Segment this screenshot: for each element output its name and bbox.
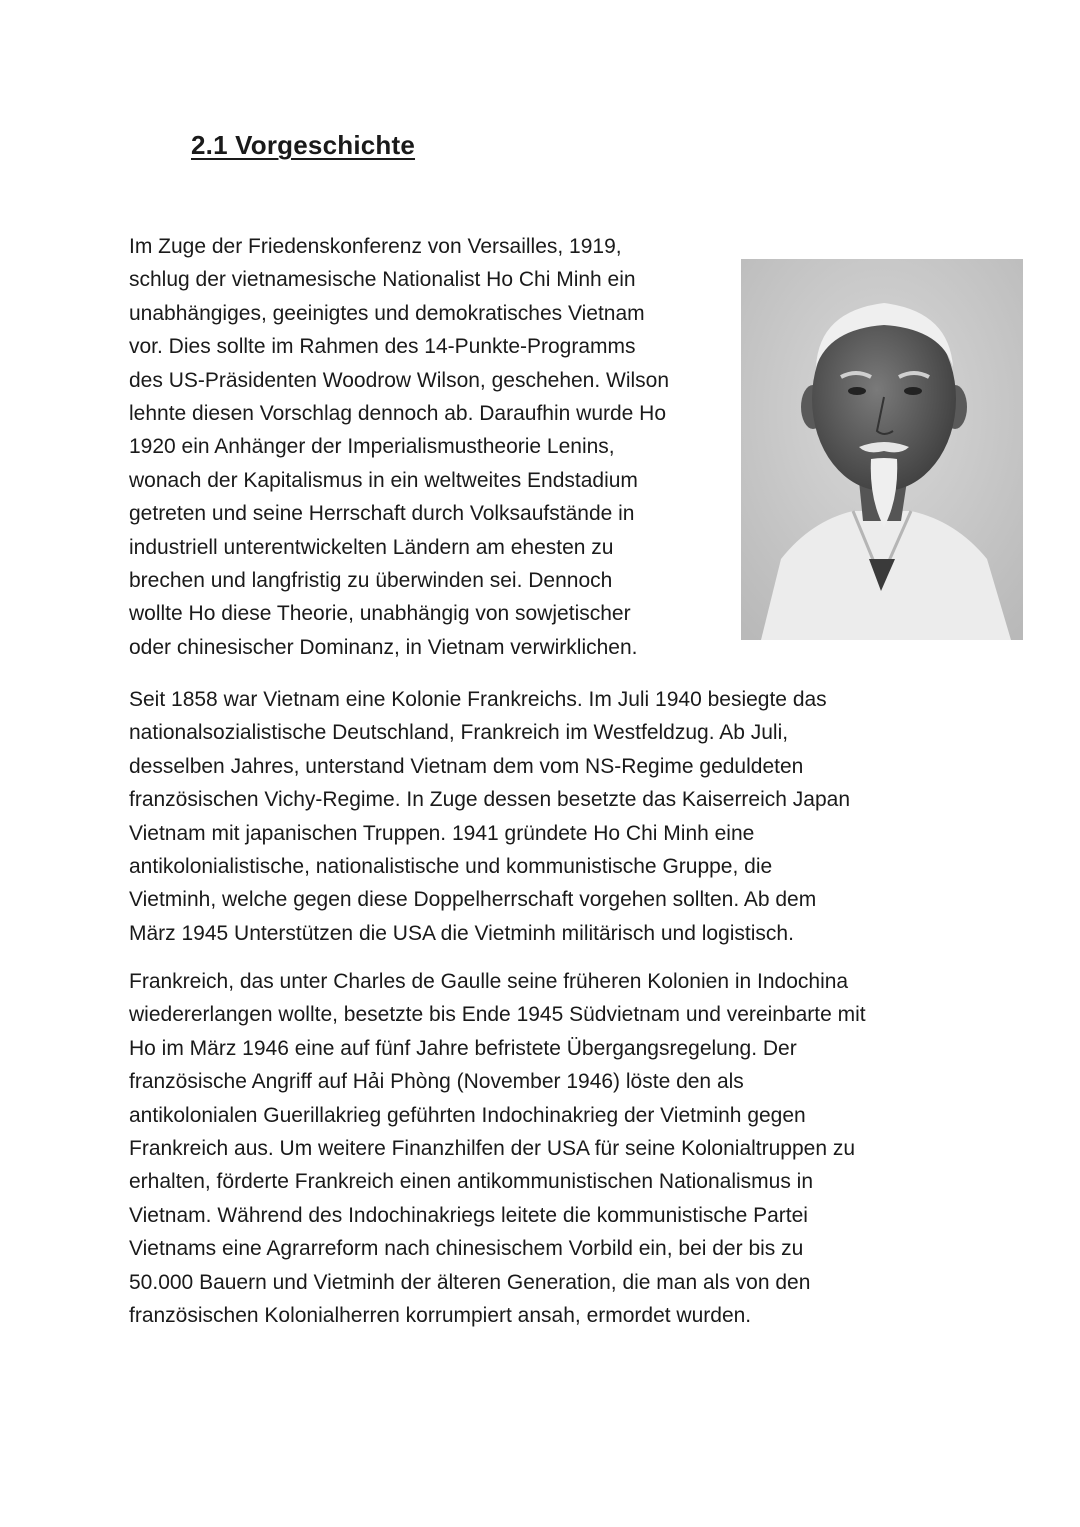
text-line: des US-Präsidenten Woodrow Wilson, geschehen. Wilson	[129, 368, 670, 392]
text-line: lehnte diesen Vorschlag dennoch ab. Daraufhin wurde Ho	[129, 402, 667, 426]
text-line: Vietnam. Während des Indochinakriegs leitete die kommunistische Partei	[129, 1203, 808, 1227]
text-line: französischen Kolonialherren korrumpiert ansah, ermordet wurden.	[129, 1304, 752, 1328]
text-line: März 1945 Unterstützen die USA die Vietminh militärisch und logistisch.	[129, 921, 794, 945]
text-line: wiedererlangen wollte, besetzte bis Ende 1945 Südvietnam und vereinbarte mit	[129, 1003, 866, 1027]
section-heading: 2.1 Vorgeschichte	[191, 130, 416, 160]
text-line: erhalten, förderte Frankreich einen antikommunistischen Nationalismus in	[129, 1170, 813, 1194]
text-line: wonach der Kapitalismus in ein weltweites Endstadium	[129, 468, 638, 492]
paragraph-colonial-rule	[129, 683, 850, 950]
text-line: antikolonialistische, nationalistische und kommunistische Gruppe, die	[129, 855, 773, 879]
text-line: Frankreich, das unter Charles de Gaulle seine früheren Kolonien in Indochina	[129, 970, 849, 993]
text-line: unabhängiges, geeinigtes und demokratisches Vietnam	[129, 301, 645, 325]
text-line: 50.000 Bauern und Vietminh der älteren Generation, die man als von den	[129, 1270, 811, 1294]
portrait-photo-icon	[741, 259, 1023, 640]
text-line: wollte Ho diese Theorie, unabhängig von sowjetischer	[129, 602, 631, 626]
paragraph-indochina-war	[129, 965, 866, 1332]
text-line: Vietminh, welche gegen diese Doppelherrschaft vorgehen sollten. Ab dem	[129, 888, 817, 912]
text-line: nationalsozialistische Deutschland, Frankreich im Westfeldzug. Ab Juli,	[129, 721, 789, 745]
text-line: industriell unterentwickelten Ländern am ehesten zu	[129, 535, 614, 559]
text-line: Vietnam mit japanischen Truppen. 1941 gründete Ho Chi Minh eine	[129, 821, 755, 845]
text-line: Seit 1858 war Vietnam eine Kolonie Frankreichs. Im Juli 1940 besiegte das	[129, 688, 827, 711]
text-line: brechen und langfristig zu überwinden sei. Dennoch	[129, 569, 613, 593]
text-line: Frankreich aus. Um weitere Finanzhilfen der USA für seine Kolonialtruppen zu	[129, 1137, 856, 1161]
text-line: oder chinesischer Dominanz, in Vietnam verwirklichen.	[129, 635, 638, 659]
text-line: Im Zuge der Friedenskonferenz von Versailles, 1919,	[129, 235, 622, 258]
text-line: Vietnams eine Agrarreform nach chinesischem Vorbild ein, bei der bis zu	[129, 1237, 804, 1261]
paragraph-versailles	[129, 230, 669, 664]
portrait-photo	[741, 259, 1023, 640]
text-line: 1920 ein Anhänger der Imperialismustheorie Lenins,	[129, 435, 615, 459]
text-line: vor. Dies sollte im Rahmen des 14-Punkte-Programms	[129, 335, 636, 359]
text-line: französischen Vichy-Regime. In Zuge dessen besetzte das Kaiserreich Japan	[129, 788, 851, 812]
text-line: schlug der vietnamesische Nationalist Ho Chi Minh ein	[129, 268, 636, 292]
text-line: Ho im März 1946 eine auf fünf Jahre befristete Übergangsregelung. Der	[129, 1036, 797, 1060]
text-line: französische Angriff auf Hải Phòng (November 1946) löste den als	[129, 1070, 744, 1094]
text-line: getreten und seine Herrschaft durch Volksaufstände in	[129, 502, 635, 526]
text-line: desselben Jahres, unterstand Vietnam dem vom NS-Regime geduldeten	[129, 754, 804, 778]
text-line: antikolonialen Guerillakrieg geführten Indochinakrieg der Vietminh gegen	[129, 1103, 806, 1127]
